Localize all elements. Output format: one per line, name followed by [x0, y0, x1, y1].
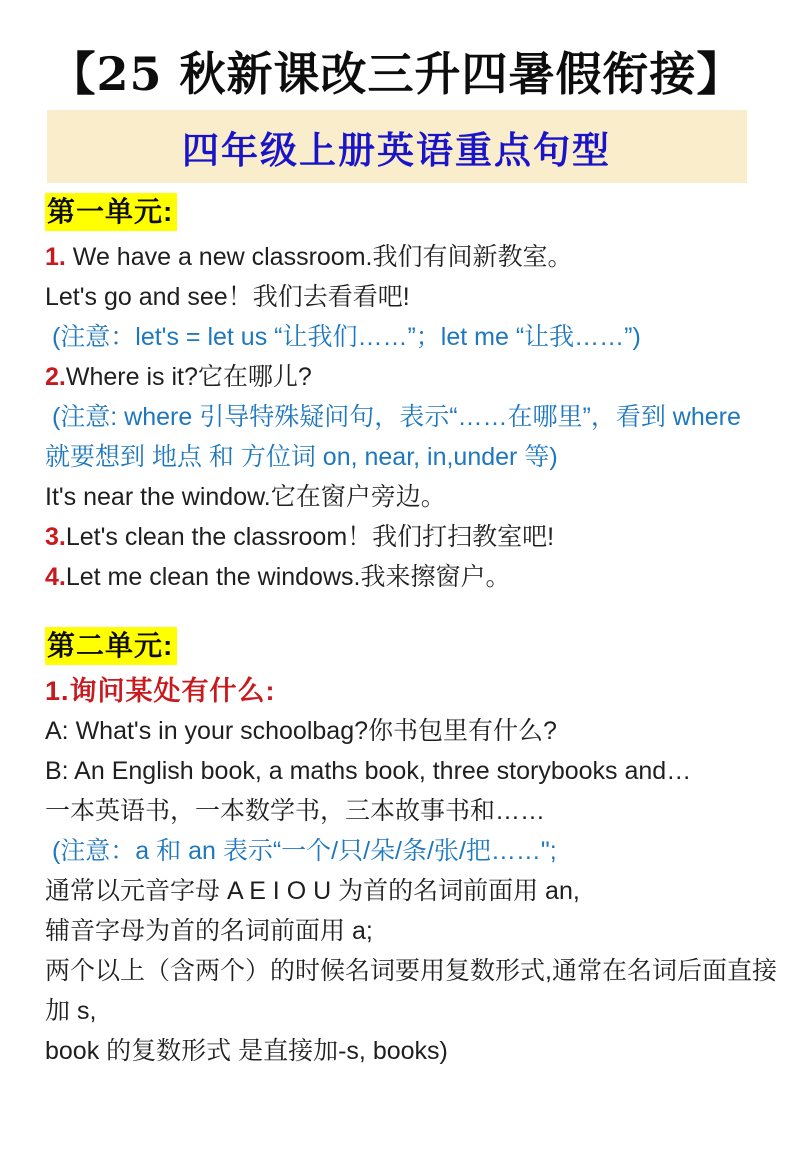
text-line — [45, 751, 761, 791]
section-heading — [45, 627, 761, 667]
content — [45, 193, 777, 1071]
text-line — [45, 831, 761, 871]
text-line — [45, 671, 761, 711]
section-heading-highlight: 第一单元: — [45, 193, 177, 231]
text-line — [45, 357, 761, 397]
text-part: book 的复数形式 是直接加-s, books) — [45, 1037, 448, 1065]
text-line — [45, 991, 761, 1031]
text-part: 一本英语书，一本数学书，三本故事书和…… — [45, 797, 546, 825]
text-line — [45, 237, 761, 277]
text-part: 两个以上（含两个）的时候名词要用复数形式,通常在名词后面直接 — [45, 957, 777, 985]
text-part: Let me clean the windows.我来擦窗户。 — [65, 563, 511, 591]
text-line — [45, 477, 761, 517]
text-line — [45, 397, 761, 437]
text-line — [45, 871, 761, 911]
text-line — [45, 317, 761, 357]
text-part: Where is it?它在哪儿? — [65, 363, 312, 391]
text-part: A: What's in your schoolbag?你书包里有什么? — [45, 717, 557, 745]
text-part: 通常以元音字母 A E I O U 为首的名词前面用 an, — [45, 877, 580, 905]
subtitle-band — [47, 110, 747, 183]
text-part: 辅音字母为首的名词前面用 a; — [45, 917, 373, 945]
item-number: 1. — [45, 243, 73, 271]
section-heading — [45, 193, 761, 233]
text-part: Let's go and see！我们去看看吧! — [45, 283, 410, 311]
document-page — [0, 46, 793, 1168]
text-part: It's near the window.它在窗户旁边。 — [45, 483, 446, 511]
text-line — [45, 437, 761, 477]
text-part: We have a new classroom.我们有间新教室。 — [72, 243, 573, 271]
item-number: 2. — [45, 363, 66, 391]
page-title: 【25 秋新课改三升四暑假衔接】 — [49, 47, 744, 101]
text-part: (注意：a 和 an 表示“一个/只/朵/条/张/把……"; — [45, 837, 557, 865]
text-line — [45, 951, 777, 991]
section-gap — [45, 597, 761, 627]
text-part: (注意: where 引导特殊疑问句，表示“……在哪里”，看到 where — [45, 403, 741, 431]
text-line — [45, 517, 761, 557]
section-heading-highlight: 第二单元: — [45, 627, 177, 665]
text-line — [45, 791, 761, 831]
item-number: 4. — [45, 563, 66, 591]
page-subtitle: 四年级上册英语重点句型 — [182, 127, 611, 172]
text-line — [45, 277, 761, 317]
text-part: 就要想到 地点 和 方位词 on, near, in,under 等) — [45, 443, 558, 471]
text-part: B: An English book, a maths book, three storybooks and… — [45, 757, 692, 785]
text-line — [45, 1031, 761, 1071]
text-part: 加 s, — [45, 997, 97, 1025]
item-number: 3. — [45, 523, 66, 551]
text-line — [45, 911, 761, 951]
text-part: (注意：let's = let us “让我们……”；let me “让我……”) — [45, 323, 641, 351]
text-part: Let's clean the classroom！我们打扫教室吧! — [65, 523, 555, 551]
text-line — [45, 557, 761, 597]
text-part: 1.询问某处有什么: — [45, 676, 276, 706]
text-line — [45, 711, 761, 751]
